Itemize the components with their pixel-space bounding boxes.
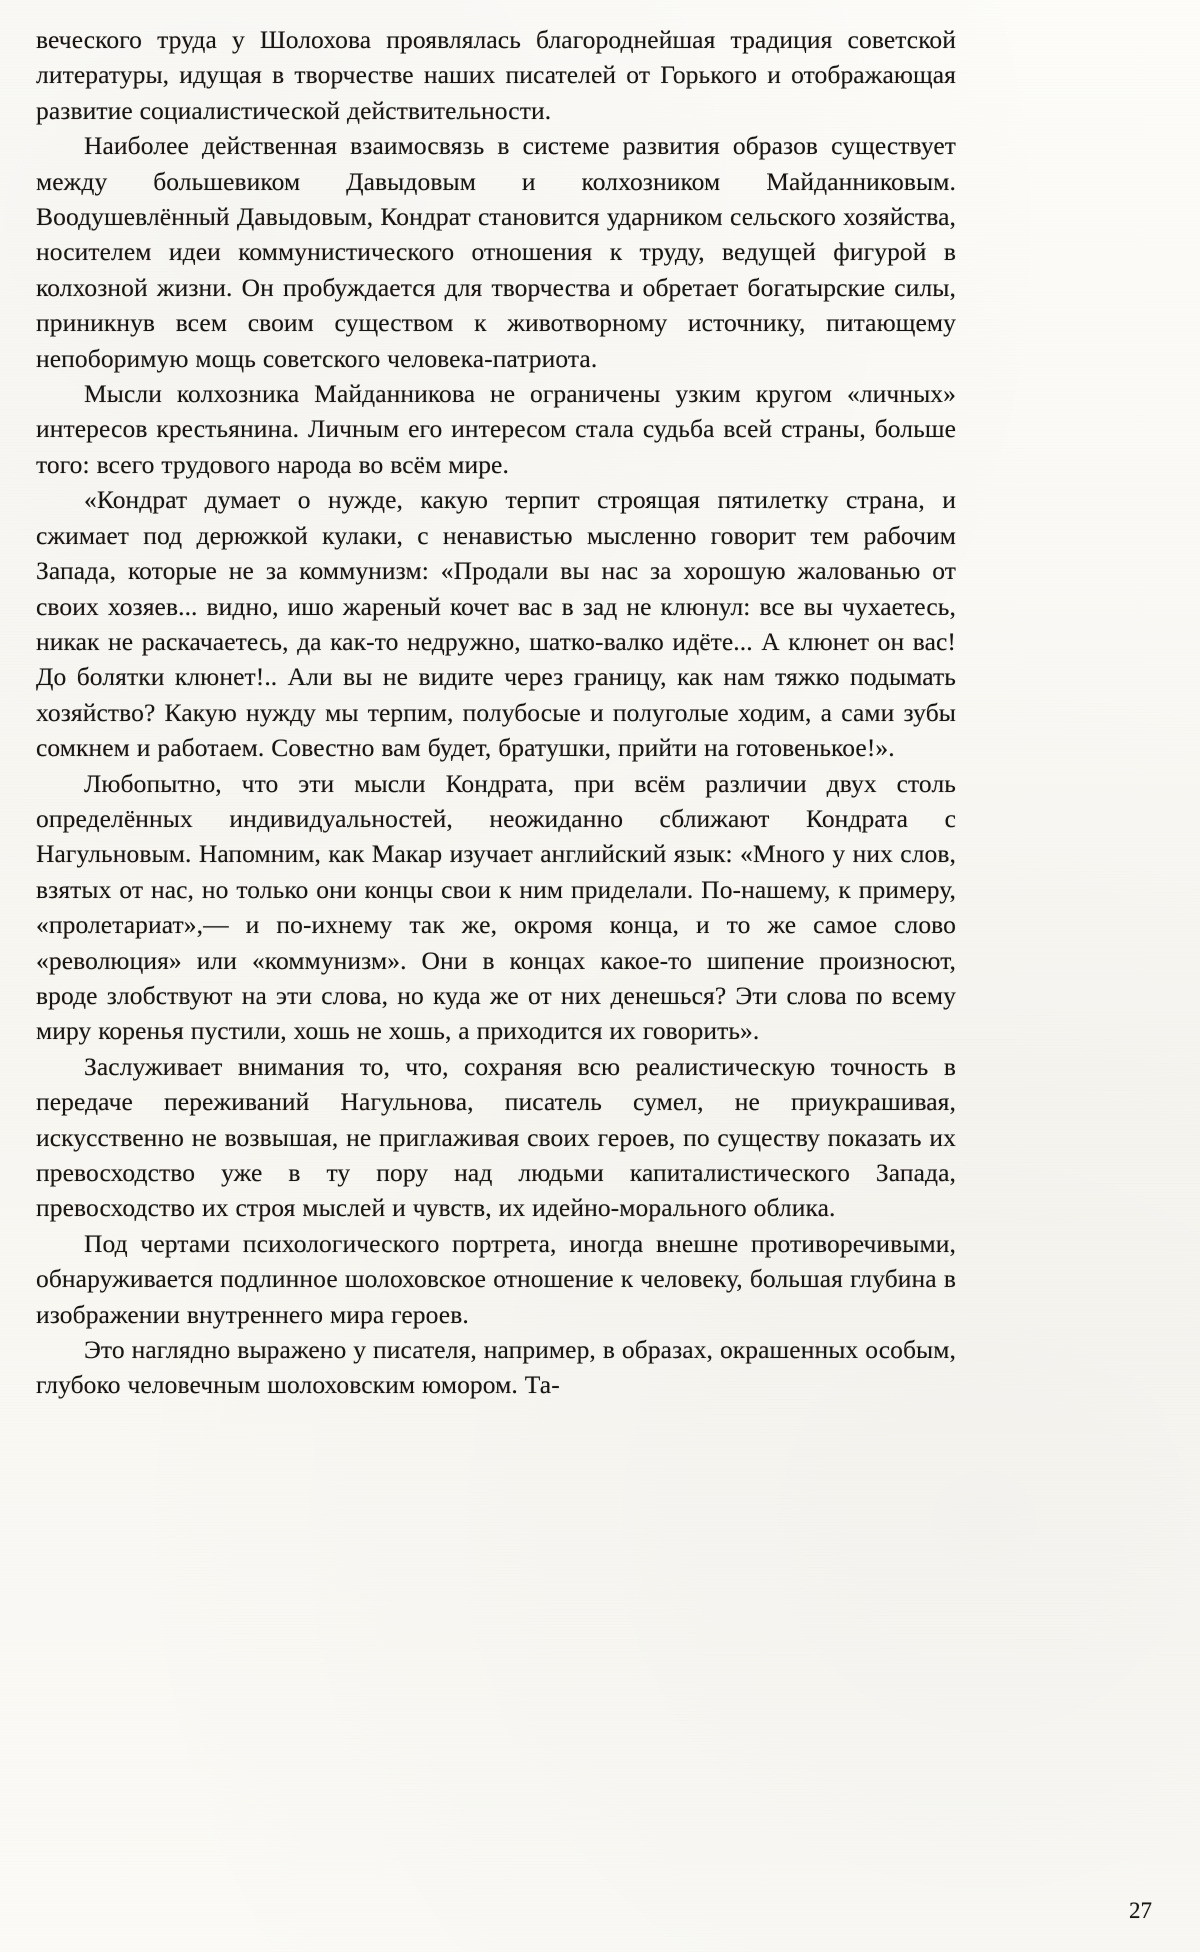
paragraph-8: Это наглядно выражено у писателя, например, в образах, окрашенных особым, глубоко человечным шолоховским юмором. Та- bbox=[36, 1335, 956, 1400]
paragraph-5: Любопытно, что эти мысли Кондрата, при всём различии двух столь определённых индивидуальностей, неожиданно сближают Кондрата с Нагульновым. Напомним, как Макар изучает английский язык: «Много у них слов, взятых от нас, но только они концы свои к ним приделали. По-нашему, к примеру, «пролетариат»,— и по-ихнему так же, окромя конца, и то же самое слово «революция» или «коммунизм». Они в концах какое-то шипение произносют, вроде злобствуют на эти слова, но куда же от них денешься? Эти слова по всему миру коренья пустили, хошь не хошь, а приходится их говорить». bbox=[36, 768, 956, 1046]
paragraph-6: Заслуживает внимания то, что, сохраняя всю реалистическую точность в передаче переживаний Нагульнова, писатель сумел, не приукрашивая, искусственно не возвышая, не приглаживая своих героев, по существу показать их превосходство уже в ту пору над людьми капиталистического Запада, превосходство их строя мыслей и чувств, их идейно-морального облика. bbox=[36, 1051, 956, 1223]
paragraph-2: Наиболее действенная взаимосвязь в системе развития образов существует между большевиком Давыдовым и колхозником Майданниковым. Воодушевлённый Давыдовым, Кондрат становится ударником сельского хозяйства, носителем идеи коммунистического отношения к труду, ведущей фигурой в колхозной жизни. Он пробуждается для творчества и обретает богатырские силы, приникнув всем своим существом к животворному источнику, питающему непоборимую мощь советского человека-патриота. bbox=[36, 131, 956, 373]
paragraph-4: «Кондрат думает о нужде, какую терпит строящая пятилетку страна, и сжимает под дерюжкой кулаки, с ненавистью мысленно говорит тем рабочим Запада, которые не за коммунизм: «Продали вы нас за хорошую жалованью от своих хозяев... видно, ишо жареный кочет вас в зад не клюнул: все вы чухаетесь, никак не раскачаетесь, да как-то недружно, шатко-валко идёте... А клюнет он вас! До болятки клюнет!.. Али вы не видите через границу, как нам тяжко подымать хозяйство? Какую нужду мы терпим, полубосые и полуголые ходим, а сами зубы сомкнем и работаем. Совестно вам будет, братушки, прийти на готовенькое!». bbox=[36, 485, 956, 763]
paragraph-continued: веческого труда у Шолохова проявлялась благороднейшая традиция советской литературы, идущая в творчестве наших писателей от Горького и отображающая развитие социалистической действительности. bbox=[36, 25, 956, 125]
text-column bbox=[36, 22, 956, 1403]
paragraph-3: Мысли колхозника Майданникова не ограничены узким кругом «личных» интересов крестьянина. Личным его интересом стала судьба всей страны, больше того: всего трудового народа во всём мире. bbox=[36, 379, 956, 479]
paragraph-7: Под чертами психологического портрета, иногда внешне противоречивыми, обнаруживается подлинное шолоховское отношение к человеку, большая глубина в изображении внутреннего мира героев. bbox=[36, 1228, 956, 1329]
page-number: 27 bbox=[1129, 1898, 1152, 1923]
